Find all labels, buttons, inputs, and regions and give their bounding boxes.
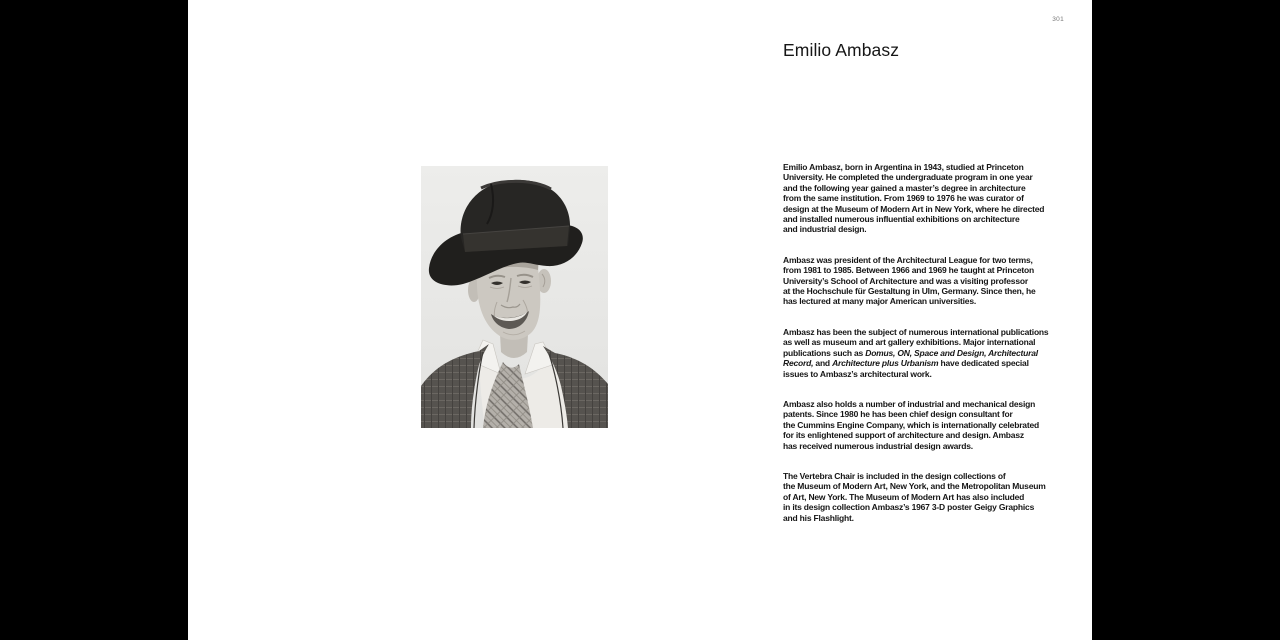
bio-paragraph — [783, 255, 1093, 307]
bio-line: and his Flashlight. — [783, 512, 854, 523]
bio-line: Ambasz was president of the Architectural League for two terms, — [783, 254, 1033, 265]
bio-line: and industrial design. — [783, 224, 867, 235]
bio-line: University’s School of Architecture and was a visiting professor — [783, 275, 1028, 286]
bio-line: from 1981 to 1985. Between 1966 and 1969 he taught at Princeton — [783, 265, 1034, 276]
bio-line: for its enlightened support of architecture and design. Ambasz — [783, 430, 1024, 441]
bio-line: publications such as Domus, ON, Space and Design, Architectural — [783, 347, 1038, 358]
bio-line: of Art, New York. The Museum of Modern Art has also included — [783, 491, 1025, 502]
bio-line: University. He completed the undergraduate program in one year — [783, 172, 1033, 183]
bio-line: the Museum of Modern Art, New York, and the Metropolitan Museum — [783, 481, 1046, 492]
bio-line: from the same institution. From 1969 to 1976 he was curator of — [783, 193, 1024, 204]
bio-paragraph — [783, 327, 1093, 379]
portrait-illustration — [421, 166, 608, 428]
bio-paragraph — [783, 162, 1093, 235]
bio-line: patents. Since 1980 he has been chief design consultant for — [783, 409, 1013, 420]
page-number: 301 — [1052, 16, 1064, 23]
bio-line: at the Hochschule für Gestaltung in Ulm, Germany. Since then, he — [783, 286, 1036, 297]
bio-paragraph — [783, 399, 1093, 451]
bio-line: design at the Museum of Modern Art in New York, where he directed — [783, 203, 1045, 214]
book-page — [188, 0, 1092, 640]
bio-line: and the following year gained a master’s degree in architecture — [783, 182, 1026, 193]
bio-line: The Vertebra Chair is included in the design collections of — [783, 470, 1006, 481]
bio-line: and installed numerous influential exhibitions on architecture — [783, 214, 1020, 225]
bio-paragraph — [783, 471, 1093, 523]
bio-line: Emilio Ambasz, born in Argentina in 1943, studied at Princeton — [783, 162, 1024, 172]
bio-line: has received numerous industrial design awards. — [783, 440, 973, 451]
bio-line: has lectured at many major American universities. — [783, 296, 977, 307]
bio-line: Record, and Architecture plus Urbanism have dedicated special — [783, 358, 1029, 369]
bio-line: in its design collection Ambasz’s 1967 3-D poster Geigy Graphics — [783, 502, 1035, 513]
bio-line: Ambasz has been the subject of numerous international publications — [783, 326, 1049, 337]
bio-text — [783, 162, 1093, 543]
page-title: Emilio Ambasz — [783, 40, 900, 60]
bio-line: Ambasz also holds a number of industrial and mechanical design — [783, 398, 1036, 409]
portrait-photo — [421, 166, 608, 428]
bio-line: as well as museum and art gallery exhibitions. Major international — [783, 337, 1036, 348]
bio-line: the Cummins Engine Company, which is internationally celebrated — [783, 419, 1039, 430]
bio-line: issues to Ambasz’s architectural work. — [783, 368, 932, 379]
